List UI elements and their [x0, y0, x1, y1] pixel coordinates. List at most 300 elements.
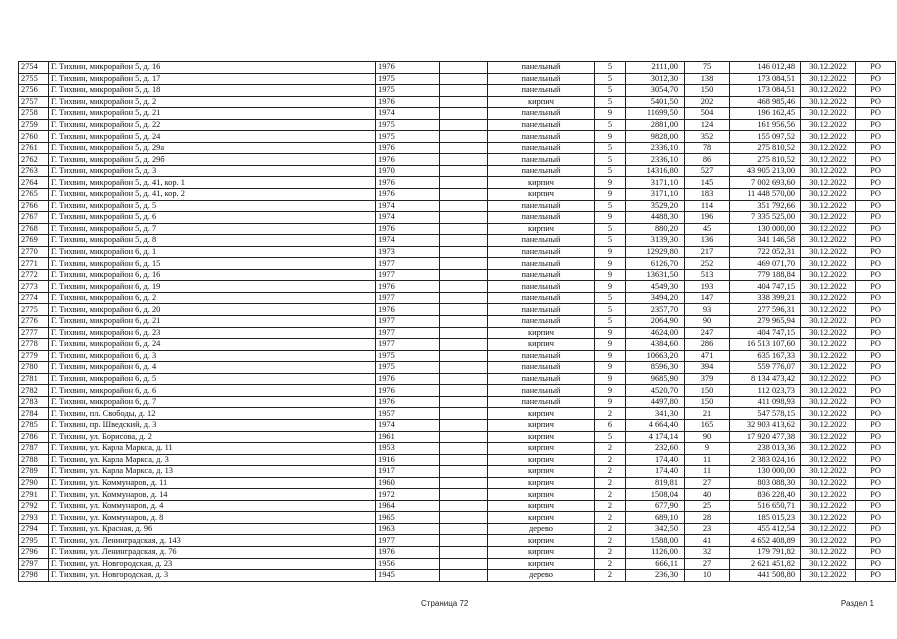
- deadline-date-cell: 30.12.2022: [801, 269, 856, 281]
- row-number-cell: 2791: [19, 489, 49, 501]
- build-year-cell: 1970: [376, 165, 440, 177]
- wall-material-cell: кирпич: [488, 339, 595, 351]
- program-code-cell: РО: [856, 466, 896, 478]
- blank-col-cell: [440, 512, 488, 524]
- deadline-date-cell: 30.12.2022: [801, 292, 856, 304]
- table-row: [19, 142, 896, 154]
- wall-material-cell: кирпич: [488, 223, 595, 235]
- area-cell: 12929,80: [626, 246, 685, 258]
- deadline-date-cell: 30.12.2022: [801, 235, 856, 247]
- address-cell: Г. Тихвин, микрорайон 5, д. 3: [49, 165, 376, 177]
- address-cell: Г. Тихвин, ул. Борисова, д. 2: [49, 431, 376, 443]
- address-cell: Г. Тихвин, микрорайон 5, д. 21: [49, 108, 376, 120]
- table-row: [19, 316, 896, 328]
- cost-cell: 338 399,21: [730, 292, 801, 304]
- table-row: [19, 396, 896, 408]
- row-number-cell: 2758: [19, 108, 49, 120]
- cost-cell: 277 596,31: [730, 304, 801, 316]
- blank-col-cell: [440, 73, 488, 85]
- address-cell: Г. Тихвин, ул. Ленинградская, д. 143: [49, 535, 376, 547]
- blank-col-cell: [440, 189, 488, 201]
- address-cell: Г. Тихвин, микрорайон 6, д. 19: [49, 281, 376, 293]
- build-year-cell: 1973: [376, 246, 440, 258]
- program-code-cell: РО: [856, 546, 896, 558]
- table-row: [19, 165, 896, 177]
- program-code-cell: РО: [856, 258, 896, 270]
- wall-material-cell: панельный: [488, 373, 595, 385]
- area-cell: 3529,20: [626, 200, 685, 212]
- address-cell: Г. Тихвин, микрорайон 6, д. 5: [49, 373, 376, 385]
- wall-material-cell: панельный: [488, 316, 595, 328]
- floors-cell: 5: [595, 292, 626, 304]
- floors-cell: 9: [595, 339, 626, 351]
- table-row: [19, 235, 896, 247]
- blank-col-cell: [440, 142, 488, 154]
- cost-cell: 341 146,58: [730, 235, 801, 247]
- build-year-cell: 1916: [376, 454, 440, 466]
- cost-cell: 112 023,73: [730, 385, 801, 397]
- build-year-cell: 1976: [376, 385, 440, 397]
- table-row: [19, 431, 896, 443]
- residents-cell: 513: [685, 269, 730, 281]
- residents-cell: 32: [685, 546, 730, 558]
- program-code-cell: РО: [856, 454, 896, 466]
- address-cell: Г. Тихвин, микрорайон 5, д. 17: [49, 73, 376, 85]
- area-cell: 174,40: [626, 454, 685, 466]
- cost-cell: 279 965,94: [730, 316, 801, 328]
- wall-material-cell: панельный: [488, 292, 595, 304]
- deadline-date-cell: 30.12.2022: [801, 119, 856, 131]
- blank-col-cell: [440, 546, 488, 558]
- residents-cell: 90: [685, 431, 730, 443]
- wall-material-cell: панельный: [488, 281, 595, 293]
- wall-material-cell: панельный: [488, 85, 595, 97]
- cost-cell: 179 791,82: [730, 546, 801, 558]
- build-year-cell: 1976: [376, 546, 440, 558]
- table-row: [19, 73, 896, 85]
- build-year-cell: 1965: [376, 512, 440, 524]
- area-cell: 880,20: [626, 223, 685, 235]
- table-row: [19, 466, 896, 478]
- floors-cell: 2: [595, 500, 626, 512]
- cost-cell: 547 578,15: [730, 408, 801, 420]
- wall-material-cell: панельный: [488, 165, 595, 177]
- wall-material-cell: панельный: [488, 142, 595, 154]
- floors-cell: 5: [595, 154, 626, 166]
- cost-cell: 173 084,51: [730, 73, 801, 85]
- build-year-cell: 1974: [376, 212, 440, 224]
- cost-cell: 17 920 477,38: [730, 431, 801, 443]
- address-cell: Г. Тихвин, микрорайон 6, д. 4: [49, 362, 376, 374]
- floors-cell: 9: [595, 362, 626, 374]
- residents-cell: 11: [685, 454, 730, 466]
- floors-cell: 9: [595, 108, 626, 120]
- deadline-date-cell: 30.12.2022: [801, 96, 856, 108]
- residents-cell: 10: [685, 570, 730, 582]
- blank-col-cell: [440, 339, 488, 351]
- build-year-cell: 1917: [376, 466, 440, 478]
- table-row: [19, 246, 896, 258]
- row-number-cell: 2789: [19, 466, 49, 478]
- program-code-cell: РО: [856, 570, 896, 582]
- row-number-cell: 2786: [19, 431, 49, 443]
- table-row: [19, 523, 896, 535]
- address-cell: Г. Тихвин, ул. Коммунаров, д. 11: [49, 477, 376, 489]
- row-number-cell: 2780: [19, 362, 49, 374]
- address-cell: Г. Тихвин, микрорайон 5, д. 24: [49, 131, 376, 143]
- build-year-cell: 1974: [376, 108, 440, 120]
- table-row: [19, 419, 896, 431]
- table-row: [19, 119, 896, 131]
- residents-cell: 196: [685, 212, 730, 224]
- program-code-cell: РО: [856, 362, 896, 374]
- blank-col-cell: [440, 443, 488, 455]
- row-number-cell: 2795: [19, 535, 49, 547]
- row-number-cell: 2785: [19, 419, 49, 431]
- blank-col-cell: [440, 154, 488, 166]
- residents-cell: 41: [685, 535, 730, 547]
- wall-material-cell: дерево: [488, 570, 595, 582]
- address-cell: Г. Тихвин, ул. Красная, д. 96: [49, 523, 376, 535]
- deadline-date-cell: 30.12.2022: [801, 443, 856, 455]
- cost-cell: 238 013,36: [730, 443, 801, 455]
- row-number-cell: 2773: [19, 281, 49, 293]
- build-year-cell: 1977: [376, 269, 440, 281]
- row-number-cell: 2769: [19, 235, 49, 247]
- build-year-cell: 1976: [376, 396, 440, 408]
- blank-col-cell: [440, 96, 488, 108]
- floors-cell: 5: [595, 142, 626, 154]
- program-code-cell: РО: [856, 489, 896, 501]
- cost-cell: 130 000,00: [730, 466, 801, 478]
- blank-col-cell: [440, 177, 488, 189]
- address-cell: Г. Тихвин, микрорайон 6, д. 21: [49, 316, 376, 328]
- area-cell: 4 664,40: [626, 419, 685, 431]
- area-cell: 14316,80: [626, 165, 685, 177]
- area-cell: 4384,60: [626, 339, 685, 351]
- row-number-cell: 2759: [19, 119, 49, 131]
- area-cell: 2111,00: [626, 62, 685, 74]
- address-cell: Г. Тихвин, микрорайон 6, д. 3: [49, 350, 376, 362]
- row-number-cell: 2796: [19, 546, 49, 558]
- wall-material-cell: кирпич: [488, 189, 595, 201]
- deadline-date-cell: 30.12.2022: [801, 85, 856, 97]
- residents-cell: 124: [685, 119, 730, 131]
- cost-cell: 411 098,93: [730, 396, 801, 408]
- build-year-cell: 1975: [376, 350, 440, 362]
- build-year-cell: 1974: [376, 235, 440, 247]
- wall-material-cell: панельный: [488, 108, 595, 120]
- build-year-cell: 1961: [376, 431, 440, 443]
- address-cell: Г. Тихвин, микрорайон 6, д. 24: [49, 339, 376, 351]
- cost-cell: 351 792,66: [730, 200, 801, 212]
- blank-col-cell: [440, 292, 488, 304]
- table-row: [19, 269, 896, 281]
- address-cell: Г. Тихвин, микрорайон 5, д. 16: [49, 62, 376, 74]
- program-code-cell: РО: [856, 316, 896, 328]
- row-number-cell: 2783: [19, 396, 49, 408]
- cost-cell: 155 097,52: [730, 131, 801, 143]
- cost-cell: 43 905 213,00: [730, 165, 801, 177]
- build-year-cell: 1972: [376, 489, 440, 501]
- area-cell: 174,40: [626, 466, 685, 478]
- residents-cell: 193: [685, 281, 730, 293]
- area-cell: 342,50: [626, 523, 685, 535]
- table-row: [19, 85, 896, 97]
- build-year-cell: 1975: [376, 131, 440, 143]
- blank-col-cell: [440, 165, 488, 177]
- area-cell: 2881,00: [626, 119, 685, 131]
- area-cell: 5401,50: [626, 96, 685, 108]
- row-number-cell: 2764: [19, 177, 49, 189]
- address-cell: Г. Тихвин, микрорайон 5, д. 29б: [49, 154, 376, 166]
- floors-cell: 9: [595, 327, 626, 339]
- floors-cell: 2: [595, 477, 626, 489]
- deadline-date-cell: 30.12.2022: [801, 373, 856, 385]
- cost-cell: 404 747,15: [730, 327, 801, 339]
- wall-material-cell: панельный: [488, 73, 595, 85]
- build-year-cell: 1964: [376, 500, 440, 512]
- row-number-cell: 2760: [19, 131, 49, 143]
- address-cell: Г. Тихвин, ул. Коммунаров, д. 14: [49, 489, 376, 501]
- address-cell: Г. Тихвин, микрорайон 6, д. 20: [49, 304, 376, 316]
- floors-cell: 5: [595, 304, 626, 316]
- wall-material-cell: панельный: [488, 119, 595, 131]
- floors-cell: 5: [595, 62, 626, 74]
- wall-material-cell: кирпич: [488, 546, 595, 558]
- floors-cell: 9: [595, 131, 626, 143]
- row-number-cell: 2754: [19, 62, 49, 74]
- table-row: [19, 212, 896, 224]
- floors-cell: 9: [595, 212, 626, 224]
- area-cell: 6126,70: [626, 258, 685, 270]
- table-row: [19, 489, 896, 501]
- wall-material-cell: кирпич: [488, 512, 595, 524]
- cost-cell: 803 088,30: [730, 477, 801, 489]
- row-number-cell: 2794: [19, 523, 49, 535]
- area-cell: 666,11: [626, 558, 685, 570]
- program-code-cell: РО: [856, 269, 896, 281]
- area-cell: 677,90: [626, 500, 685, 512]
- blank-col-cell: [440, 235, 488, 247]
- cost-cell: 469 071,70: [730, 258, 801, 270]
- program-code-cell: РО: [856, 523, 896, 535]
- wall-material-cell: кирпич: [488, 419, 595, 431]
- floors-cell: 9: [595, 269, 626, 281]
- row-number-cell: 2770: [19, 246, 49, 258]
- floors-cell: 2: [595, 570, 626, 582]
- deadline-date-cell: 30.12.2022: [801, 339, 856, 351]
- area-cell: 4549,30: [626, 281, 685, 293]
- program-code-cell: РО: [856, 512, 896, 524]
- table-row: [19, 385, 896, 397]
- row-number-cell: 2755: [19, 73, 49, 85]
- program-code-cell: РО: [856, 96, 896, 108]
- blank-col-cell: [440, 477, 488, 489]
- row-number-cell: 2772: [19, 269, 49, 281]
- area-cell: 8596,30: [626, 362, 685, 374]
- address-cell: Г. Тихвин, микрорайон 5, д. 41, кор. 1: [49, 177, 376, 189]
- program-code-cell: РО: [856, 85, 896, 97]
- blank-col-cell: [440, 570, 488, 582]
- floors-cell: 5: [595, 119, 626, 131]
- row-number-cell: 2793: [19, 512, 49, 524]
- blank-col-cell: [440, 258, 488, 270]
- build-year-cell: 1960: [376, 477, 440, 489]
- wall-material-cell: панельный: [488, 269, 595, 281]
- wall-material-cell: кирпич: [488, 535, 595, 547]
- address-cell: Г. Тихвин, ул. Новгородская, д. 3: [49, 570, 376, 582]
- deadline-date-cell: 30.12.2022: [801, 558, 856, 570]
- cost-cell: 468 985,46: [730, 96, 801, 108]
- wall-material-cell: панельный: [488, 131, 595, 143]
- wall-material-cell: панельный: [488, 385, 595, 397]
- program-code-cell: РО: [856, 200, 896, 212]
- program-code-cell: РО: [856, 165, 896, 177]
- cost-cell: 196 162,45: [730, 108, 801, 120]
- cost-cell: 404 747,15: [730, 281, 801, 293]
- wall-material-cell: кирпич: [488, 443, 595, 455]
- cost-cell: 7 002 693,60: [730, 177, 801, 189]
- deadline-date-cell: 30.12.2022: [801, 281, 856, 293]
- blank-col-cell: [440, 304, 488, 316]
- blank-col-cell: [440, 558, 488, 570]
- residents-cell: 379: [685, 373, 730, 385]
- area-cell: 819,81: [626, 477, 685, 489]
- residents-cell: 471: [685, 350, 730, 362]
- program-code-cell: РО: [856, 373, 896, 385]
- blank-col-cell: [440, 396, 488, 408]
- cost-cell: 722 052,31: [730, 246, 801, 258]
- section-label: Раздел 1: [840, 599, 874, 608]
- address-cell: Г. Тихвин, микрорайон 6, д. 2: [49, 292, 376, 304]
- row-number-cell: 2774: [19, 292, 49, 304]
- table-row: [19, 500, 896, 512]
- blank-col-cell: [440, 431, 488, 443]
- build-year-cell: 1975: [376, 85, 440, 97]
- floors-cell: 2: [595, 489, 626, 501]
- residents-cell: 93: [685, 304, 730, 316]
- build-year-cell: 1957: [376, 408, 440, 420]
- build-year-cell: 1977: [376, 339, 440, 351]
- table-row: [19, 131, 896, 143]
- address-cell: Г. Тихвин, микрорайон 5, д. 22: [49, 119, 376, 131]
- deadline-date-cell: 30.12.2022: [801, 258, 856, 270]
- wall-material-cell: кирпич: [488, 489, 595, 501]
- program-code-cell: РО: [856, 246, 896, 258]
- residents-cell: 504: [685, 108, 730, 120]
- floors-cell: 9: [595, 177, 626, 189]
- wall-material-cell: кирпич: [488, 327, 595, 339]
- floors-cell: 5: [595, 73, 626, 85]
- wall-material-cell: панельный: [488, 258, 595, 270]
- area-cell: 13631,50: [626, 269, 685, 281]
- floors-cell: 9: [595, 281, 626, 293]
- area-cell: 11699,50: [626, 108, 685, 120]
- address-cell: Г. Тихвин, микрорайон 6, д. 1: [49, 246, 376, 258]
- cost-cell: 779 188,84: [730, 269, 801, 281]
- row-number-cell: 2792: [19, 500, 49, 512]
- address-cell: Г. Тихвин, пл. Свободы, д. 12: [49, 408, 376, 420]
- table-row: [19, 96, 896, 108]
- program-code-cell: РО: [856, 327, 896, 339]
- area-cell: 4497,80: [626, 396, 685, 408]
- blank-col-cell: [440, 362, 488, 374]
- wall-material-cell: кирпич: [488, 96, 595, 108]
- table-row: [19, 200, 896, 212]
- deadline-date-cell: 30.12.2022: [801, 154, 856, 166]
- table-row: [19, 373, 896, 385]
- program-code-cell: РО: [856, 235, 896, 247]
- row-number-cell: 2763: [19, 165, 49, 177]
- table-row: [19, 189, 896, 201]
- row-number-cell: 2781: [19, 373, 49, 385]
- floors-cell: 2: [595, 443, 626, 455]
- row-number-cell: 2784: [19, 408, 49, 420]
- residents-cell: 150: [685, 396, 730, 408]
- blank-col-cell: [440, 119, 488, 131]
- floors-cell: 2: [595, 546, 626, 558]
- program-code-cell: РО: [856, 443, 896, 455]
- wall-material-cell: панельный: [488, 235, 595, 247]
- deadline-date-cell: 30.12.2022: [801, 489, 856, 501]
- row-number-cell: 2778: [19, 339, 49, 351]
- deadline-date-cell: 30.12.2022: [801, 327, 856, 339]
- residents-cell: 27: [685, 558, 730, 570]
- residents-cell: 114: [685, 200, 730, 212]
- program-code-cell: РО: [856, 62, 896, 74]
- build-year-cell: 1976: [376, 62, 440, 74]
- area-cell: 2064,90: [626, 316, 685, 328]
- blank-col-cell: [440, 454, 488, 466]
- deadline-date-cell: 30.12.2022: [801, 62, 856, 74]
- address-cell: Г. Тихвин, микрорайон 6, д. 16: [49, 269, 376, 281]
- area-cell: 4520,70: [626, 385, 685, 397]
- blank-col-cell: [440, 327, 488, 339]
- area-cell: 1508,04: [626, 489, 685, 501]
- deadline-date-cell: 30.12.2022: [801, 73, 856, 85]
- blank-col-cell: [440, 350, 488, 362]
- program-code-cell: РО: [856, 477, 896, 489]
- program-code-cell: РО: [856, 396, 896, 408]
- floors-cell: 5: [595, 165, 626, 177]
- cost-cell: 836 228,40: [730, 489, 801, 501]
- wall-material-cell: панельный: [488, 246, 595, 258]
- floors-cell: 2: [595, 454, 626, 466]
- build-year-cell: 1974: [376, 419, 440, 431]
- address-cell: Г. Тихвин, ул. Карла Маркса, д. 3: [49, 454, 376, 466]
- blank-col-cell: [440, 535, 488, 547]
- area-cell: 2336,10: [626, 142, 685, 154]
- cost-cell: 455 412,54: [730, 523, 801, 535]
- program-code-cell: РО: [856, 281, 896, 293]
- wall-material-cell: дерево: [488, 523, 595, 535]
- residents-cell: 28: [685, 512, 730, 524]
- area-cell: 232,60: [626, 443, 685, 455]
- residents-cell: 217: [685, 246, 730, 258]
- deadline-date-cell: 30.12.2022: [801, 189, 856, 201]
- floors-cell: 2: [595, 512, 626, 524]
- blank-col-cell: [440, 466, 488, 478]
- residents-cell: 527: [685, 165, 730, 177]
- deadline-date-cell: 30.12.2022: [801, 477, 856, 489]
- cost-cell: 146 012,48: [730, 62, 801, 74]
- table-row: [19, 443, 896, 455]
- row-number-cell: 2762: [19, 154, 49, 166]
- build-year-cell: 1976: [376, 142, 440, 154]
- address-cell: Г. Тихвин, микрорайон 5, д. 8: [49, 235, 376, 247]
- cost-cell: 559 776,07: [730, 362, 801, 374]
